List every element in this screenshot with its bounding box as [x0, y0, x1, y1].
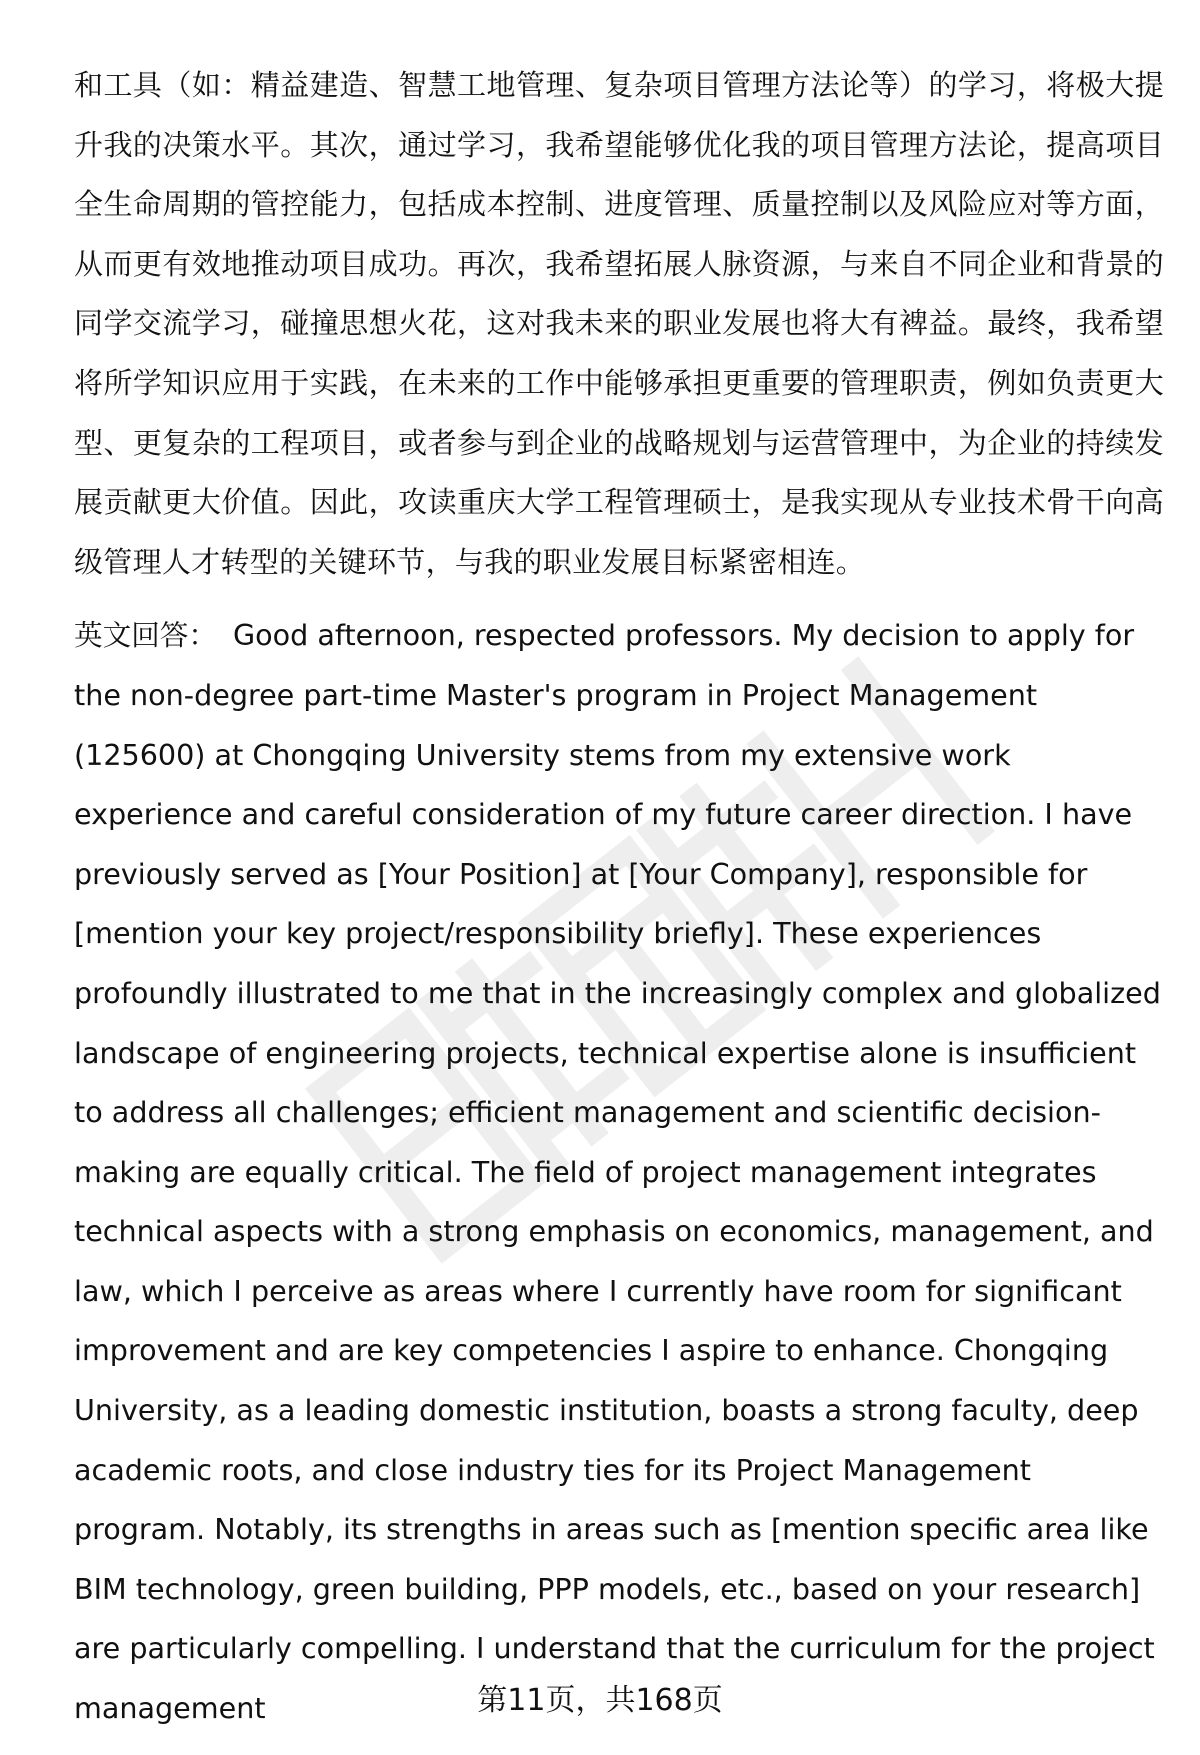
page-number-footer: 第11页，共168页 — [477, 1683, 723, 1718]
english-answer-label: 英文回答： — [74, 618, 217, 653]
document-body — [74, 56, 1164, 1739]
english-answer-paragraph — [74, 606, 1164, 1738]
chinese-answer-paragraph: 和工具（如：精益建造、智慧工地管理、复杂项目管理方法论等）的学习，将极大提升我的决策水平。其次，通过学习，我希望能够优化我的项目管理方法论，提高项目全生命周期的管控能力，包括成本控制、进度管理、质量控制以及风险应对等方面，从而更有效地推动项目成功。再次，我希望拓展人脉资源，与来自不同企业和背景的同学交流学习，碰撞思想火花，这对我未来的职业发展也将大有裨益。最终，我希望将所学知识应用于实践，在未来的工作中能够承担更重要的管理职责，例如负责更大型、更复杂的工程项目，或者参与到企业的战略规划与运营管理中，为企业的持续发展贡献更大价值。因此，攻读重庆大学工程管理硕士，是我实现从专业技术骨干向高级管理人才转型的关键环节，与我的职业发展目标紧密相连。 — [74, 68, 1164, 579]
english-answer-text: Good afternoon, respected professors. My decision to apply for the non-degree part-time Master's program in Project Management (125600) at Chongqing University stems from my extensive work experience and careful consideration of my future career direction. I have previously served as [Your Position] at [Your Company], responsible for [mention your key project/responsibility briefly]. These experiences profoundly illustrated to me that in the increasingly complex and globalized landscape of engineering projects, technical expertise alone is insufficient to address all challenges; efficient management and scientific decision-making are equally critical. The field of project management integrates technical aspects with a strong emphasis on economics, management, and law, which I perceive as areas where I currently have room for significant improvement and are key competencies I aspire to enhance. Chongqing University, as a leading domestic institution, boasts a strong faculty, deep academic roots, and close industry ties for its Project Management program. Notably, its strengths in areas such as [mention specific area like BIM technology, green building, PPP models, etc., based on your research] are particularly compelling. I understand that the curriculum for the project management — [74, 618, 1161, 1726]
